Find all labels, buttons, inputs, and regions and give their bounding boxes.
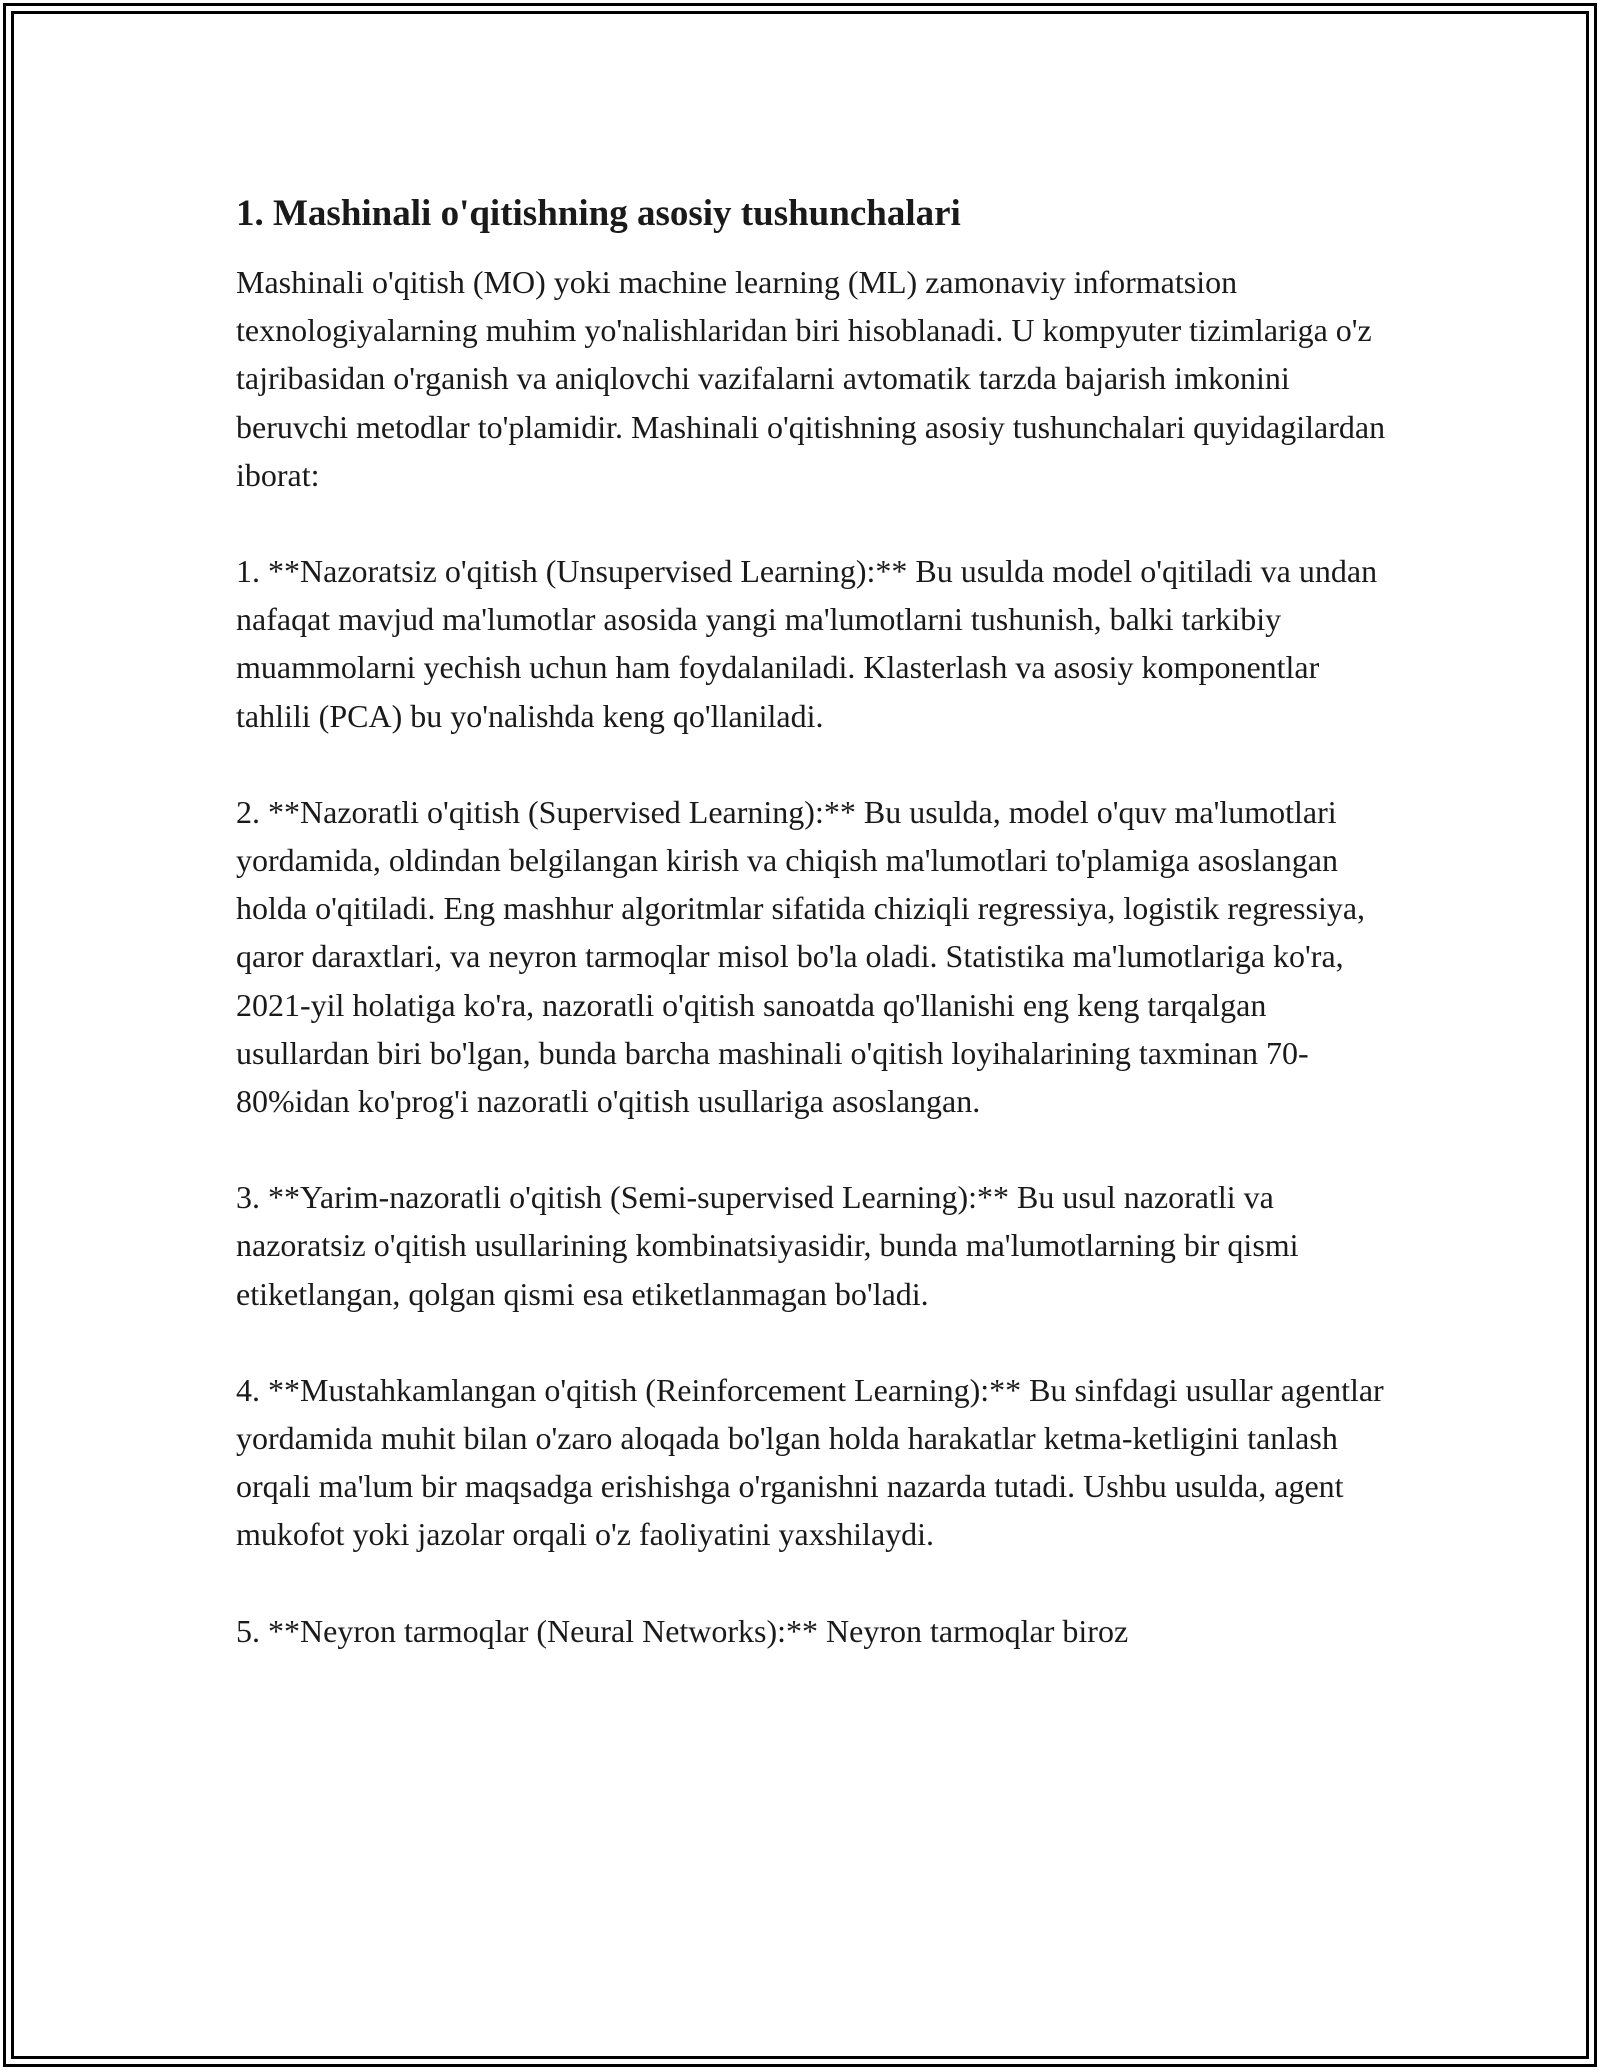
list-item-unsupervised: 1. **Nazoratsiz o'qitish (Unsupervised Learning):** Bu usulda model o'qitiladi va undan nafaqat mavjud ma'lumotlar asosida yangi ma'lumotlarni tushunish, balki tarkibiy muammolarni yechish uchun ham foydalaniladi. Klasterlash va asosiy komponentlar tahlili (PCA) bu yo'nalishda keng qo'llaniladi. <box>236 553 1378 734</box>
intro-paragraph: Mashinali o'qitish (MO) yoki machine learning (ML) zamonaviy informatsion texnologiyalarning muhim yo'nalishlaridan biri hisoblanadi. U kompyuter tizimlariga o'z tajribasidan o'rganish va aniqlovchi vazifalarni avtomatik tarzda bajarish imkonini beruvchi metodlar to'plamidir. Mashinali o'qitishning asosiy tushunchalari quyidagilardan iborat: <box>236 264 1386 493</box>
list-item-semi-supervised: 3. **Yarim-nazoratli o'qitish (Semi-supervised Learning):** Bu usul nazoratli va nazoratsiz o'qitish usullarining kombinatsiyasidir, bunda ma'lumotlarning bir qismi etiketlangan, qolgan qismi esa etiketlanmagan bo'ladi. <box>236 1179 1299 1312</box>
list-item-neural-networks: 5. **Neyron tarmoqlar (Neural Networks):** Neyron tarmoqlar biroz <box>236 1612 1129 1649</box>
list-item-reinforcement: 4. **Mustahkamlangan o'qitish (Reinforcement Learning):** Bu sinfdagi usullar agentlar yordamida muhit bilan o'zaro aloqada bo'lgan holda harakatlar ketma-ketligini tanlash orqali ma'lum bir maqsadga erishishga o'rganishni nazarda tutadi. Ushbu usulda, agent mukofot yoki jazolar orqali o'z faoliyatini yaxshilaydi. <box>236 1371 1384 1553</box>
list-item-supervised: 2. **Nazoratli o'qitish (Supervised Learning):** Bu usulda, model o'quv ma'lumotlari yordamida, oldindan belgilangan kirish va chiqish ma'lumotlari to'plamiga asoslangan holda o'qitiladi. Eng mashhur algoritmlar sifatida chiziqli regressiya, logistik regressiya, qaror daraxtlari, va neyron tarmoqlar misol bo'la oladi. Statistika ma'lumotlariga ko'ra, 2021-yil holatiga ko'ra, nazoratli o'qitish sanoatda qo'llanishi eng keng tarqalgan usullardan biri bo'lgan, bunda barcha mashinali o'qitish loyihalarining taxminan 70-80%idan ko'prog'i nazoratli o'qitish usullariga asoslangan. <box>236 793 1366 1120</box>
document-body <box>236 190 1386 1703</box>
section-title: 1. Mashinali o'qitishning asosiy tushunchalari <box>236 193 961 234</box>
